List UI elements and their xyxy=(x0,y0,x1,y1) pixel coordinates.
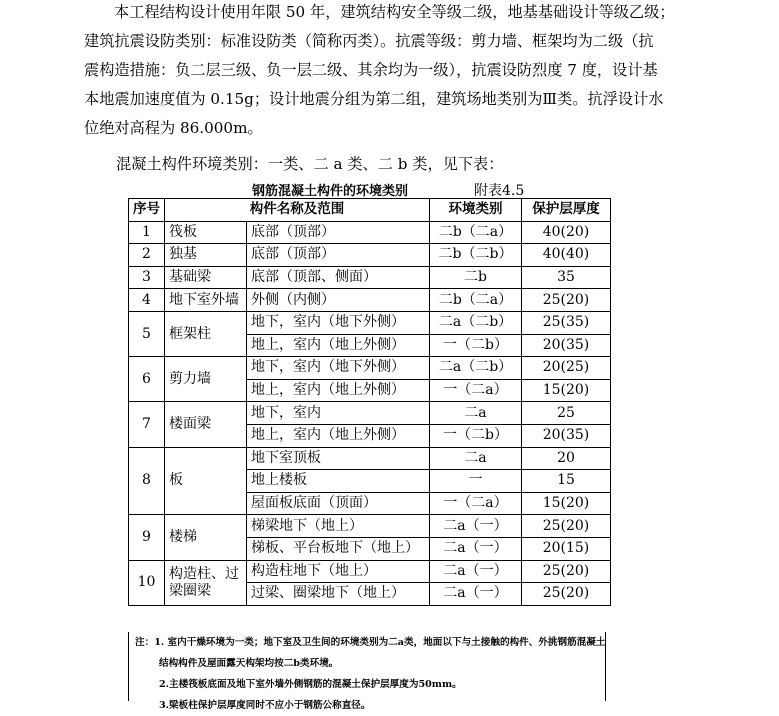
env-class: 一 xyxy=(430,470,522,493)
member-range: 地上，室内（地上外侧） xyxy=(247,379,430,402)
cover-thickness: 35 xyxy=(522,266,611,289)
member-range: 地下，室内（地下外侧） xyxy=(247,311,430,334)
cover-thickness: 15(20) xyxy=(522,379,611,402)
row-number: 9 xyxy=(129,515,165,560)
note-line: 结构构件及屋面露天构架均按二b类环境。 xyxy=(159,658,339,669)
member-range: 构造柱地下（地上） xyxy=(247,560,430,583)
table-row xyxy=(129,357,611,380)
member-range: 地下，室内 xyxy=(247,402,430,425)
table-intro: 混凝土构件环境类别：一类、二 a 类、二 b 类，见下表： xyxy=(116,155,504,173)
row-number: 10 xyxy=(129,560,165,605)
member-name: 框架柱 xyxy=(165,311,247,356)
table-row xyxy=(129,244,611,267)
note-line: 2.主楼筏板底面及地下室外墙外侧钢筋的混凝土保护层厚度为50mm。 xyxy=(159,679,462,690)
env-class: 二b（二b） xyxy=(430,244,522,267)
member-name: 楼梯 xyxy=(165,515,247,560)
table-row xyxy=(129,560,611,583)
member-range: 梯梁地下（地上） xyxy=(247,515,430,538)
cover-thickness: 25 xyxy=(522,402,611,425)
member-range: 底部（顶部） xyxy=(247,244,430,267)
table-row xyxy=(129,402,611,425)
member-range: 过梁、圈梁地下（地上） xyxy=(247,583,430,606)
member-range: 地上楼板 xyxy=(247,470,430,493)
table-row xyxy=(129,289,611,312)
cover-thickness: 20(35) xyxy=(522,424,611,447)
member-name: 楼面梁 xyxy=(165,402,247,447)
cover-thickness: 40(20) xyxy=(522,221,611,244)
table-row xyxy=(129,221,611,244)
paragraph-line: 本工程结构设计使用年限 50 年，建筑结构安全等级二级，地基基础设计等级乙级； xyxy=(114,3,675,21)
env-class: 一（二b） xyxy=(430,334,522,357)
member-name: 独基 xyxy=(165,244,247,267)
cover-thickness: 25(35) xyxy=(522,311,611,334)
table-body xyxy=(129,221,611,605)
member-name: 地下室外墙 xyxy=(165,289,247,312)
environment-table-wrap xyxy=(128,198,611,606)
member-range: 外侧（内侧） xyxy=(247,289,430,312)
header-no: 序号 xyxy=(129,199,165,222)
env-class: 一（二b） xyxy=(430,424,522,447)
table-row xyxy=(129,515,611,538)
cover-thickness: 20(35) xyxy=(522,334,611,357)
environment-table xyxy=(128,198,611,606)
env-class: 二b（二a） xyxy=(430,289,522,312)
table-row xyxy=(129,311,611,334)
env-class: 二b（二a） xyxy=(430,221,522,244)
row-number: 2 xyxy=(129,244,165,267)
member-range: 地下室顶板 xyxy=(247,447,430,470)
env-class: 二a xyxy=(430,447,522,470)
cover-thickness: 25(20) xyxy=(522,560,611,583)
member-range: 地上，室内（地上外侧） xyxy=(247,334,430,357)
env-class: 二b xyxy=(430,266,522,289)
row-number: 5 xyxy=(129,311,165,356)
env-class: 二a（二b） xyxy=(430,311,522,334)
cover-thickness: 40(40) xyxy=(522,244,611,267)
env-class: 二a（一） xyxy=(430,515,522,538)
cover-thickness: 15(20) xyxy=(522,492,611,515)
note-line: 3.梁板柱保护层厚度同时不应小于钢筋公称直径。 xyxy=(159,700,371,711)
env-class: 二a（一） xyxy=(430,537,522,560)
member-range: 底部（顶部） xyxy=(247,221,430,244)
header-name: 构件名称及范围 xyxy=(165,199,430,222)
member-name: 剪力墙 xyxy=(165,357,247,402)
row-number: 7 xyxy=(129,402,165,447)
cover-thickness: 20(15) xyxy=(522,537,611,560)
env-class: 二a（二b） xyxy=(430,357,522,380)
notes-label: 注： xyxy=(135,637,155,648)
table-row xyxy=(129,266,611,289)
row-number: 1 xyxy=(129,221,165,244)
row-number: 8 xyxy=(129,447,165,515)
member-range: 屋面板底面（顶面） xyxy=(247,492,430,515)
cover-thickness: 25(20) xyxy=(522,289,611,312)
paragraph-line: 建筑抗震设防类别：标准设防类（简称丙类）。抗震等级：剪力墙、框架均为二级（抗 xyxy=(84,32,654,50)
design-paragraph xyxy=(84,0,694,143)
cover-thickness: 25(20) xyxy=(522,583,611,606)
table-caption-ref: 附表4.5 xyxy=(474,183,525,199)
member-range: 底部（顶部、侧面） xyxy=(247,266,430,289)
env-class: 二a xyxy=(430,402,522,425)
header-env: 环境类别 xyxy=(430,199,522,222)
cover-thickness: 20 xyxy=(522,447,611,470)
header-cover: 保护层厚度 xyxy=(522,199,611,222)
paragraph-line: 位绝对高程为 86.000m。 xyxy=(84,119,263,137)
table-row xyxy=(129,447,611,470)
paragraph-line: 本地震加速度值为 0.15g；设计地震分组为第二组，建筑场地类别为Ⅲ类。抗浮设计水 xyxy=(84,90,664,108)
member-name: 筏板 xyxy=(165,221,247,244)
member-range: 地上，室内（地上外侧） xyxy=(247,424,430,447)
table-header-row xyxy=(129,199,611,222)
note-line: 注：1. 室内干燥环境为一类；地下室及卫生间的环境类别为二a类，地面以下与土接触的构件、外挑钢筋混凝土 xyxy=(135,637,606,648)
cover-thickness: 20(25) xyxy=(522,357,611,380)
env-class: 一（二a） xyxy=(430,492,522,515)
member-name: 构造柱、过梁圈梁 xyxy=(165,560,247,605)
env-class: 一（二a） xyxy=(430,379,522,402)
member-range: 地下，室内（地下外侧） xyxy=(247,357,430,380)
row-number: 6 xyxy=(129,357,165,402)
table-notes xyxy=(128,632,606,711)
paragraph-line: 震构造措施：负二层三级、负一层二级、其余均为一级），抗震设防烈度 7 度，设计基 xyxy=(84,61,658,79)
member-name: 板 xyxy=(165,447,247,515)
row-number: 3 xyxy=(129,266,165,289)
env-class: 二a（一） xyxy=(430,560,522,583)
cover-thickness: 25(20) xyxy=(522,515,611,538)
env-class: 二a（一） xyxy=(430,583,522,606)
member-range: 梯板、平台板地下（地上） xyxy=(247,537,430,560)
member-name: 基础梁 xyxy=(165,266,247,289)
cover-thickness: 15 xyxy=(522,470,611,493)
table-caption: 钢筋混凝土构件的环境类别 xyxy=(252,184,409,199)
row-number: 4 xyxy=(129,289,165,312)
